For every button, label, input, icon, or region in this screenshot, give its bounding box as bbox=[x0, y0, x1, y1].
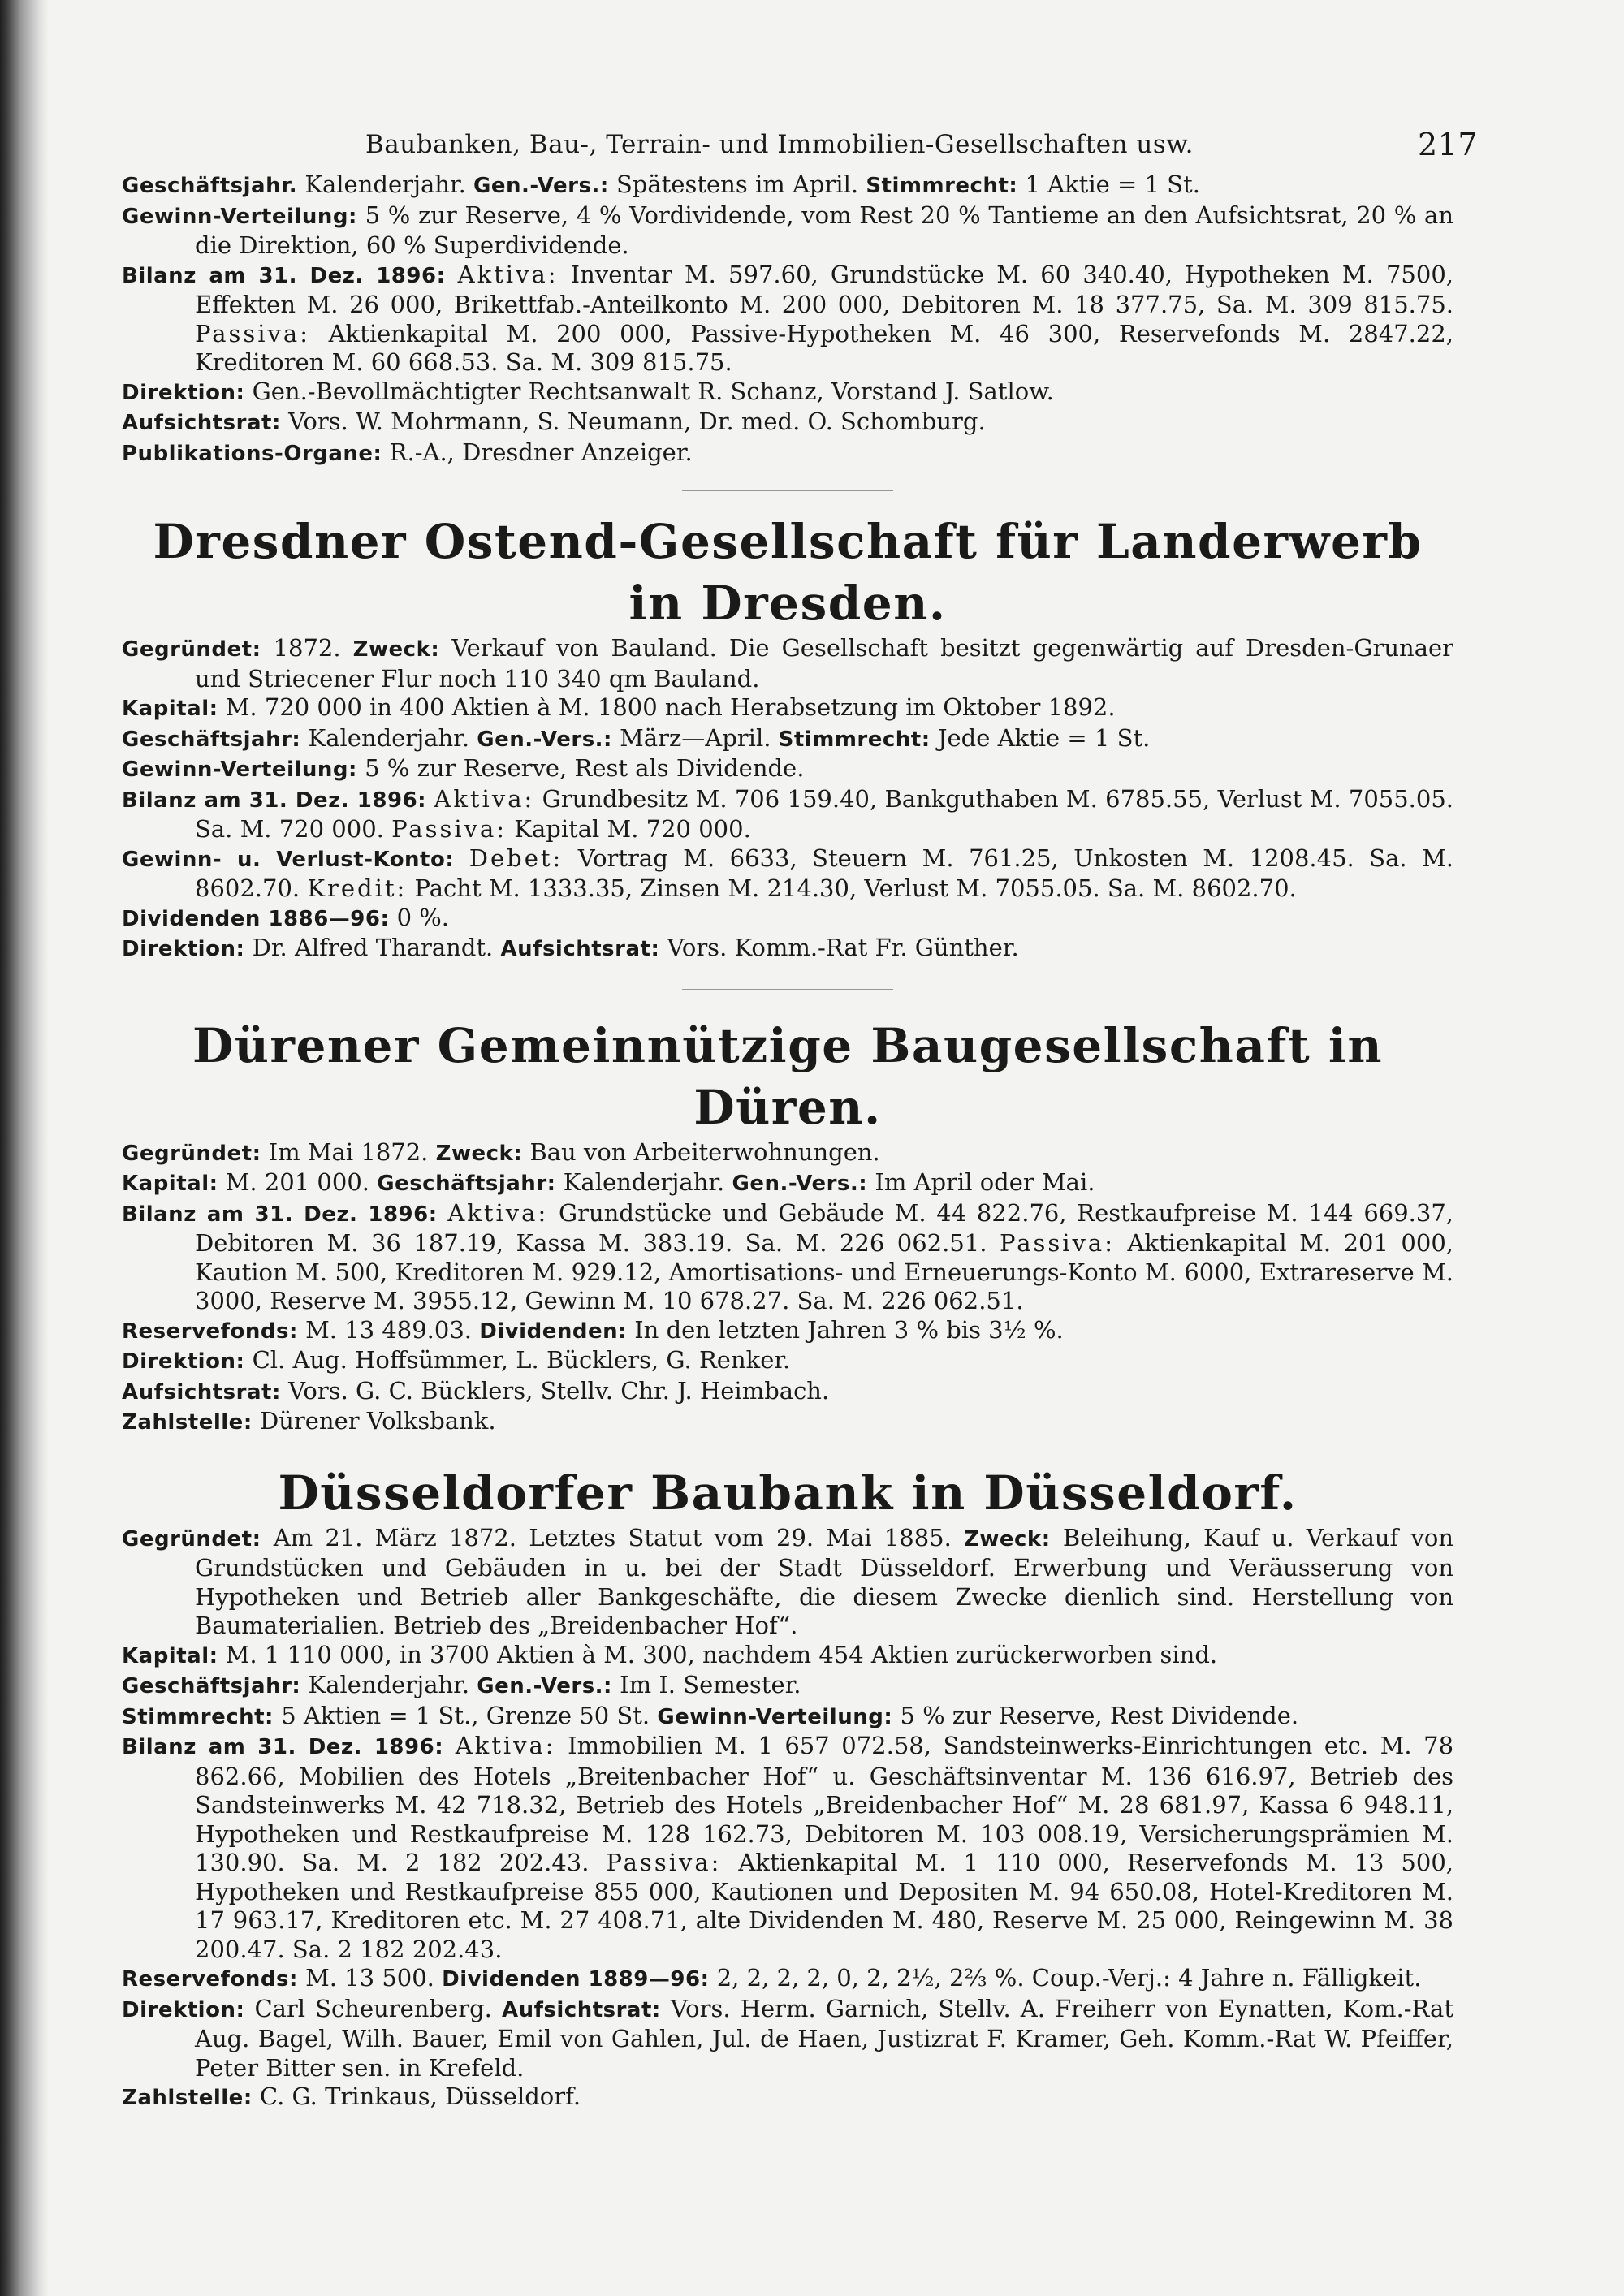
field-value: In den letzten Jahren 3 % bis 3½ %. bbox=[634, 1315, 1064, 1344]
field-value: Bau von Arbeiterwohnungen. bbox=[529, 1137, 880, 1166]
field-label: Direktion: bbox=[122, 380, 245, 405]
document-page bbox=[122, 122, 1478, 2113]
field-label: Gewinn-Verteilung: bbox=[122, 204, 357, 229]
field-label: Zahlstelle: bbox=[122, 2086, 253, 2110]
section-divider bbox=[682, 490, 893, 491]
field-value: R.-A., Dresdner Anzeiger. bbox=[389, 438, 693, 466]
company-title: Düsseldorfer Baubank in Düsseldorf. bbox=[278, 1465, 1298, 1521]
entry-line bbox=[122, 693, 1453, 724]
field-value: Aktiva: bbox=[447, 1198, 549, 1227]
field-value: C. G. Trinkaus, Düsseldorf. bbox=[259, 2082, 581, 2110]
field-value: Vors. Herm. Garnich, Stellv. A. Freiherr von Eynatten, Kom.-Rat Aug. Bagel, Wilh. Bauer, Emil von Gahlen, Jul. de Haen, Justizrat F. Kramer, Geh. Komm.-Rat W. Pfeiffer, Peter Bitter sen. in Krefeld. bbox=[195, 1994, 1454, 2082]
field-value: Kalenderjahr. bbox=[308, 723, 470, 752]
scan-binding-shadow bbox=[0, 0, 49, 2296]
field-value: Vors. G. C. Bücklers, Stellv. Chr. J. Heimbach. bbox=[288, 1376, 830, 1405]
field-value: 5 % zur Reserve, Rest Dividende. bbox=[900, 1701, 1299, 1729]
entry-line bbox=[122, 1346, 1453, 1377]
entry-line bbox=[122, 408, 1453, 438]
field-label: Reservefonds: bbox=[122, 1318, 298, 1344]
field-label: Direktion: bbox=[122, 937, 245, 961]
field-label: Kapital: bbox=[122, 697, 218, 721]
field-value: Passiva: bbox=[999, 1229, 1115, 1257]
field-value: M. 720 000 in 400 Aktien à M. 1800 nach Herabsetzung im Oktober 1892. bbox=[225, 693, 1116, 721]
field-label: Dividenden 1886—96: bbox=[122, 906, 390, 931]
section-divider bbox=[682, 989, 893, 990]
entry-line bbox=[122, 378, 1453, 408]
spacer bbox=[122, 1438, 1453, 1462]
field-value: Am 21. März 1872. Letztes Statut vom 29. Mai 1885. bbox=[273, 1523, 952, 1552]
field-value: Dürener Volksbank. bbox=[259, 1407, 496, 1435]
field-label: Gen.-Vers.: bbox=[477, 1674, 612, 1698]
field-value: Vors. W. Mohrmann, S. Neumann, Dr. med. O. Schomburg. bbox=[288, 408, 986, 435]
field-label: Direktion: bbox=[122, 1997, 245, 2022]
section-dresdner-ostend bbox=[122, 511, 1453, 965]
field-label: Zahlstelle: bbox=[122, 1410, 253, 1435]
field-value: Beleihung, Kauf u. Verkauf von Grundstücken und Gebäuden in u. bei der Stadt Düsseldorf. Erwerbung und Veräusserung von Hypotheken und Betrieb aller Bankgeschäfte, die diesem Zwecke dienlich sind. Herstellung von Baumaterialien. Betrieb des „Breidenbacher Hof“. bbox=[195, 1523, 1453, 1639]
entry-line bbox=[122, 754, 1453, 785]
field-label: Gen.-Vers.: bbox=[732, 1172, 868, 1196]
field-value: Kredit: bbox=[307, 874, 408, 902]
field-value: Kapital M. 720 000. bbox=[514, 815, 751, 843]
field-value: Passiva: bbox=[195, 319, 310, 347]
field-value: März—April. bbox=[620, 723, 771, 752]
field-label: Gen.-Vers.: bbox=[473, 174, 609, 198]
entry-line bbox=[122, 1316, 1453, 1347]
field-value: 5 % zur Reserve, 4 % Vordividende, vom Rest 20 % Tantieme an den Aufsichtsrat, 20 % an die Direktion, 60 % Superdividende. bbox=[195, 201, 1453, 259]
field-label: Reservefonds: bbox=[122, 1967, 298, 1992]
field-label: Zweck: bbox=[435, 1141, 523, 1166]
field-label: Gegründet: bbox=[122, 1141, 261, 1166]
field-value: Kalenderjahr. bbox=[304, 170, 466, 198]
field-label: Zweck: bbox=[964, 1526, 1051, 1552]
entry-line bbox=[122, 201, 1453, 261]
field-label: Bilanz am 31. Dez. 1896: bbox=[122, 1735, 444, 1759]
field-value: Aktienkapital M. 1 110 000, Reservefonds M. 13 500, Hypotheken und Restkaufpreise 855 000, Kautionen und Depositen M. 94 650.08, Hotel-Kreditoren M. 17 963.17, Kreditoren etc. M. 27 408.71, alte Dividenden M. 480, Reserve M. 25 000, Reingewinn M. 38 200.47. Sa. 2 182 202.43. bbox=[195, 1849, 1454, 1963]
field-value: Aktiva: bbox=[455, 1732, 556, 1759]
field-label: Bilanz am 31. Dez. 1896: bbox=[122, 263, 446, 288]
field-value: Carl Scheurenberg. bbox=[254, 1994, 492, 2022]
field-label: Stimmrecht: bbox=[778, 727, 931, 752]
company-title: Dürener Gemeinnützige Baugesellschaft in Düren. bbox=[192, 1017, 1384, 1135]
field-value: Cl. Aug. Hoffsümmer, L. Bücklers, G. Renker. bbox=[252, 1346, 791, 1374]
field-label: Zweck: bbox=[352, 637, 440, 662]
field-value: Debet: bbox=[469, 844, 564, 872]
field-value: 5 % zur Reserve, Rest als Dividende. bbox=[365, 754, 805, 782]
entry-line bbox=[122, 1641, 1453, 1672]
entry-line bbox=[122, 1407, 1453, 1438]
field-label: Bilanz am 31. Dez. 1896: bbox=[122, 1202, 438, 1227]
entry-line bbox=[122, 844, 1453, 904]
field-label: Kapital: bbox=[122, 1643, 218, 1668]
field-label: Direktion: bbox=[122, 1349, 245, 1374]
field-value: Grundbesitz M. 706 159.40, Bankguthaben M. 6785.55, Verlust M. 7055.05. Sa. M. 720 000. bbox=[195, 784, 1454, 843]
field-label: Aufsichtsrat: bbox=[122, 1379, 281, 1405]
field-label: Geschäftsjahr: bbox=[377, 1172, 556, 1196]
entry-line bbox=[122, 1671, 1453, 1702]
field-value: Vortrag M. 6633, Steuern M. 761.25, Unkosten M. 1208.45. Sa. M. 8602.70. bbox=[195, 844, 1454, 902]
field-label: Gewinn- u. Verlust-Konto: bbox=[122, 847, 455, 872]
field-value: Aktiva: bbox=[457, 260, 559, 288]
entry-line bbox=[122, 785, 1453, 844]
field-value: M. 1 110 000, in 3700 Aktien à M. 300, nachdem 454 Aktien zurückerworben sind. bbox=[225, 1640, 1218, 1668]
entry-line bbox=[122, 1964, 1453, 1995]
field-label: Gewinn-Verteilung: bbox=[122, 757, 357, 782]
field-value: Im April oder Mai. bbox=[875, 1168, 1095, 1196]
field-value: 0 %. bbox=[396, 903, 450, 931]
field-value: M. 13 500. bbox=[305, 1964, 434, 1992]
entry-line bbox=[122, 1168, 1453, 1199]
field-value: Pacht M. 1333.35, Zinsen M. 214.30, Verlust M. 7055.05. Sa. M. 8602.70. bbox=[414, 874, 1297, 902]
field-label: Gegründet: bbox=[122, 1526, 261, 1552]
entry-line bbox=[122, 1377, 1453, 1408]
running-title: Baubanken, Bau-, Terrain- und Immobilien-Gesellschaften usw. bbox=[365, 130, 1194, 159]
entry-line bbox=[122, 1702, 1453, 1733]
field-value: Jede Aktie = 1 St. bbox=[937, 723, 1151, 752]
field-value: Aktiva: bbox=[434, 784, 535, 813]
field-value: Grundstücke und Gebäude M. 44 822.76, Restkaufpreise M. 144 669.37, Debitoren M. 36 187.19, Kassa M. 383.19. Sa. M. 226 062.51. bbox=[195, 1198, 1454, 1257]
entry-line bbox=[122, 1199, 1453, 1316]
field-value: 5 Aktien = 1 St., Grenze 50 St. bbox=[281, 1701, 650, 1729]
field-label: Kapital: bbox=[122, 1172, 218, 1196]
field-value: Immobilien M. 1 657 072.58, Sandsteinwerks-Einrichtungen etc. M. 78 862.66, Mobilien des Hotels „Breitenbacher Hof“ u. Geschäftsinventar M. 136 616.97, Betrieb des Sandsteinwerks M. 42 718.32, Betrieb des Hotels „Breidenbacher Hof“ M. 28 681.97, Kassa 6 948.11, Hypotheken und Restkaufpreise M. 128 162.73, Debitoren M. 103 008.19, Versicherungsprämien M. 130.90. Sa. M. 2 182 202.43. bbox=[195, 1732, 1454, 1876]
entry-line bbox=[122, 1138, 1453, 1169]
field-label: Stimmrecht: bbox=[122, 1704, 274, 1729]
field-value: Passiva: bbox=[391, 815, 508, 843]
field-value: Passiva: bbox=[606, 1849, 722, 1876]
entry-line bbox=[122, 2082, 1453, 2113]
entry-line bbox=[122, 438, 1453, 469]
section-continued-entry bbox=[122, 170, 1453, 468]
field-value: Inventar M. 597.60, Grundstücke M. 60 340.40, Hypotheken M. 7500, Effekten M. 26 000, Brikettfab.-Anteilkonto M. 200 000, Debitoren M. 18 377.75, Sa. M. 309 815.75. bbox=[195, 260, 1454, 318]
entry-line bbox=[122, 261, 1453, 378]
field-value: Im Mai 1872. bbox=[268, 1137, 429, 1166]
field-label: Aufsichtsrat: bbox=[501, 1997, 661, 2022]
entry-line bbox=[122, 904, 1453, 934]
field-label: Gewinn-Verteilung: bbox=[657, 1704, 893, 1729]
field-value: Gen.-Bevollmächtigter Rechtsanwalt R. Schanz, Vorstand J. Satlow. bbox=[252, 377, 1054, 405]
page-number: 217 bbox=[1417, 127, 1478, 162]
field-value: Kalenderjahr. bbox=[563, 1168, 725, 1196]
field-label: Aufsichtsrat: bbox=[500, 937, 660, 961]
entry-line bbox=[122, 634, 1453, 693]
field-value: Aktienkapital M. 200 000, Passive-Hypotheken M. 46 300, Reservefonds M. 2847.22, Kreditoren M. 60 668.53. Sa. M. 309 815.75. bbox=[195, 319, 1453, 376]
entry-line bbox=[122, 1732, 1453, 1964]
field-label: Dividenden 1889—96: bbox=[442, 1967, 710, 1992]
field-value: 1872. bbox=[273, 634, 341, 662]
entry-line bbox=[122, 934, 1453, 965]
field-label: Geschäftsjahr. bbox=[122, 174, 298, 198]
entry-line bbox=[122, 1524, 1453, 1641]
running-header bbox=[122, 122, 1478, 170]
field-label: Stimmrecht: bbox=[866, 174, 1018, 198]
field-label: Aufsichtsrat: bbox=[122, 411, 281, 435]
field-value: Dr. Alfred Tharandt. bbox=[252, 934, 494, 961]
field-value: Aktienkapital M. 201 000, Kaution M. 500, Kreditoren M. 929.12, Amortisations- und Erneuerungs-Konto M. 6000, Extrareserve M. 3000, Reserve M. 3955.12, Gewinn M. 10 678.27. Sa. M. 226 062.51. bbox=[195, 1229, 1453, 1314]
field-value: Im I. Semester. bbox=[620, 1671, 801, 1698]
field-value: 1 Aktie = 1 St. bbox=[1025, 170, 1200, 198]
field-value: Spätestens im April. bbox=[615, 170, 859, 198]
entry-line bbox=[122, 724, 1453, 755]
field-label: Gegründet: bbox=[122, 637, 261, 662]
entry-line bbox=[122, 170, 1453, 201]
section-duerener-baugesellschaft bbox=[122, 1015, 1453, 1438]
field-label: Dividenden: bbox=[479, 1318, 627, 1344]
field-value: Verkauf von Bauland. Die Gesellschaft besitzt gegenwärtig auf Dresden-Grunaer und Strieсener Flur noch 110 340 qm Bauland. bbox=[195, 634, 1454, 693]
field-value: Coup.-Verj.: 4 Jahre n. Fälligkeit. bbox=[1031, 1964, 1422, 1992]
entry-line bbox=[122, 1995, 1453, 2083]
field-value: M. 201 000. bbox=[225, 1168, 369, 1196]
company-title: Dresdner Ostend-Gesellschaft für Landerwerb in Dresden. bbox=[153, 514, 1423, 631]
field-label: Gen.-Vers.: bbox=[477, 727, 612, 752]
field-value: 2, 2, 2, 2, 0, 2, 2½, 2⅔ %. bbox=[716, 1964, 1025, 1992]
field-label: Publikations-Organe: bbox=[122, 441, 382, 466]
field-value: M. 13 489.03. bbox=[305, 1315, 473, 1344]
field-value: Vors. Komm.-Rat Fr. Günther. bbox=[667, 934, 1019, 961]
section-duesseldorfer-baubank bbox=[122, 1462, 1453, 2113]
field-label: Bilanz am 31. Dez. 1896: bbox=[122, 788, 427, 813]
field-value: Kalenderjahr. bbox=[308, 1671, 470, 1698]
field-label: Geschäftsjahr: bbox=[122, 727, 301, 752]
field-label: Geschäftsjahr: bbox=[122, 1674, 301, 1698]
